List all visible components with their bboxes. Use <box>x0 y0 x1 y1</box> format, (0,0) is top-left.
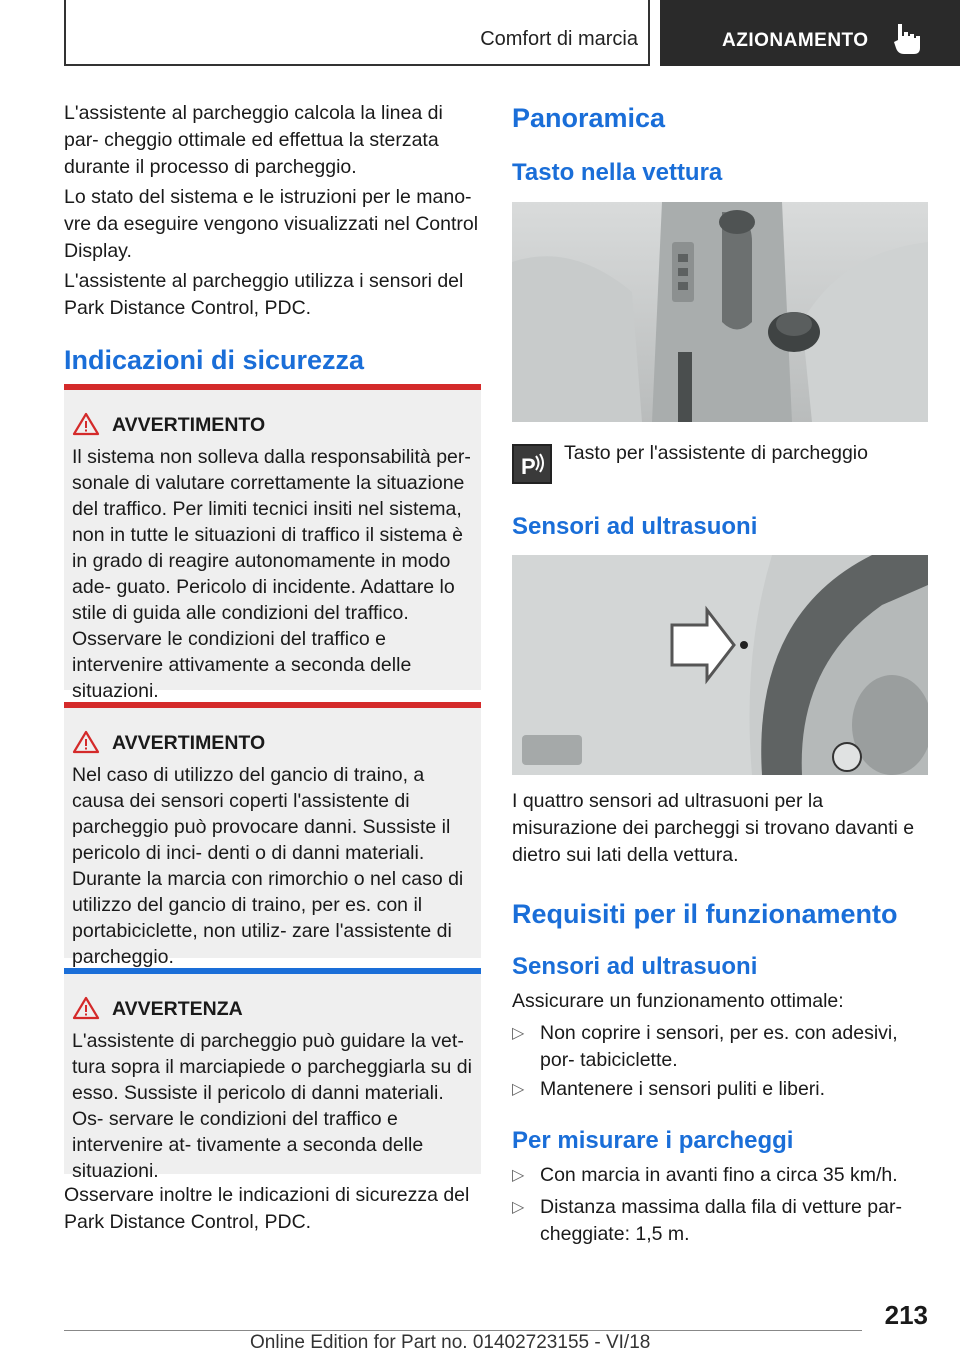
bullet-triangle-icon: ▷ <box>512 1167 525 1184</box>
footer-rule <box>64 1330 862 1331</box>
park-assist-button-icon <box>512 444 552 484</box>
intro-paragraph-1: L'assistente al parcheggio calcola la linea di par- cheggio ottimale ed effettua la sterzata durante il processo di parcheggio. <box>64 102 443 178</box>
bullet-triangle-icon: ▷ <box>512 1199 525 1216</box>
warning-box-1 <box>64 384 481 702</box>
warning-box-2 <box>64 702 481 968</box>
header-bottom-rule <box>64 64 650 66</box>
button-caption: Tasto per l'assistente di parcheggio <box>564 442 868 464</box>
notice-bar <box>64 968 481 974</box>
warning-bar <box>64 702 481 708</box>
button-heading: Tasto nella vettura <box>512 159 723 186</box>
header-section-label: Comfort di marcia <box>480 28 638 50</box>
warning-title: AVVERTIMENTO <box>112 414 266 436</box>
footer-edition: Online Edition for Part no. 01402723155 - VI/18 <box>250 1332 651 1353</box>
warning-triangle-icon <box>72 730 100 754</box>
header-chapter-label: AZIONAMENTO <box>722 30 869 51</box>
sensors-paragraph: I quattro sensori ad ultrasuoni per la misurazione dei parcheggi si trovano davanti e dietro sui lati della vettura. <box>512 790 915 866</box>
header-chapter-tab <box>660 0 960 66</box>
notice-title: AVVERTENZA <box>112 998 243 1020</box>
req-sensors-heading: Sensori ad ultrasuoni <box>512 953 758 980</box>
header-divider <box>648 0 650 66</box>
center-console-illustration <box>512 202 928 422</box>
warning-triangle-icon <box>72 412 100 436</box>
warning-bar <box>64 384 481 390</box>
safety-heading: Indicazioni di sicurezza <box>64 345 365 375</box>
bullet-triangle-icon: ▷ <box>512 1025 525 1042</box>
warning-triangle-icon <box>72 996 100 1020</box>
requirements-heading: Requisiti per il funzionamento <box>512 899 898 929</box>
page-header <box>64 0 960 66</box>
ultrasonic-sensor-photo <box>512 555 928 775</box>
req-sensors-intro: Assicurare un funzionamento ottimale: <box>512 990 844 1012</box>
warning-text: Nel caso di utilizzo del gancio di traino, a causa dei sensori coperti l'assistente di parcheggio può provocare danni. Sussiste il pericolo di inci- denti o di danni materiali. Durante la marcia con rimorchio o nel caso di utilizzo del gancio di traino, per es. con il portabiciclette, non utiliz- zare l'assistente di parcheggio. <box>72 764 464 968</box>
intro-paragraph-2: Lo stato del sistema e le istruzioni per le mano- vre da eseguire vengono visualizzati nel Control Display. <box>64 186 479 262</box>
svg-text:P: P <box>521 454 536 479</box>
overview-heading: Panoramica <box>512 103 666 133</box>
pointing-hand-icon <box>892 22 922 56</box>
closing-paragraph: Osservare inoltre le indicazioni di sicurezza del Park Distance Control, PDC. <box>64 1184 470 1233</box>
ultrasonic-sensor-illustration <box>512 555 928 775</box>
header-section <box>64 0 650 64</box>
measure-heading: Per misurare i parcheggi <box>512 1127 794 1154</box>
intro-paragraph-3: L'assistente al parcheggio utilizza i sensori del Park Distance Control, PDC. <box>64 270 464 319</box>
warning-text: Il sistema non solleva dalla responsabilità per- sonale di valutare correttamente la situazione del traffico. Per limiti tecnici insiti nel sistema, non in tutte le situazioni di traffico il sistema è in grado di reagire autonomamente in modo ade- guato. Pericolo di incidente. Adattare lo stile di guida alle condizioni del traffico. Osservare le condizioni del traffico e intervenire attivamente a seconda delle situazioni. <box>72 446 471 702</box>
notice-text: L'assistente di parcheggio può guidare la vet- tura sopra il marciapiede o parcheggiarla su di esso. Sussiste il pericolo di danni materiali. Os- servare le condizioni del traffico e intervenire at- tivamente a seconda delle situazioni. <box>72 1030 472 1182</box>
sensors-heading: Sensori ad ultrasuoni <box>512 513 758 540</box>
notice-box <box>64 968 481 1182</box>
page-number: 213 <box>884 1300 928 1330</box>
bullet-triangle-icon: ▷ <box>512 1081 525 1098</box>
center-console-photo <box>512 202 928 422</box>
warning-title: AVVERTIMENTO <box>112 732 266 754</box>
